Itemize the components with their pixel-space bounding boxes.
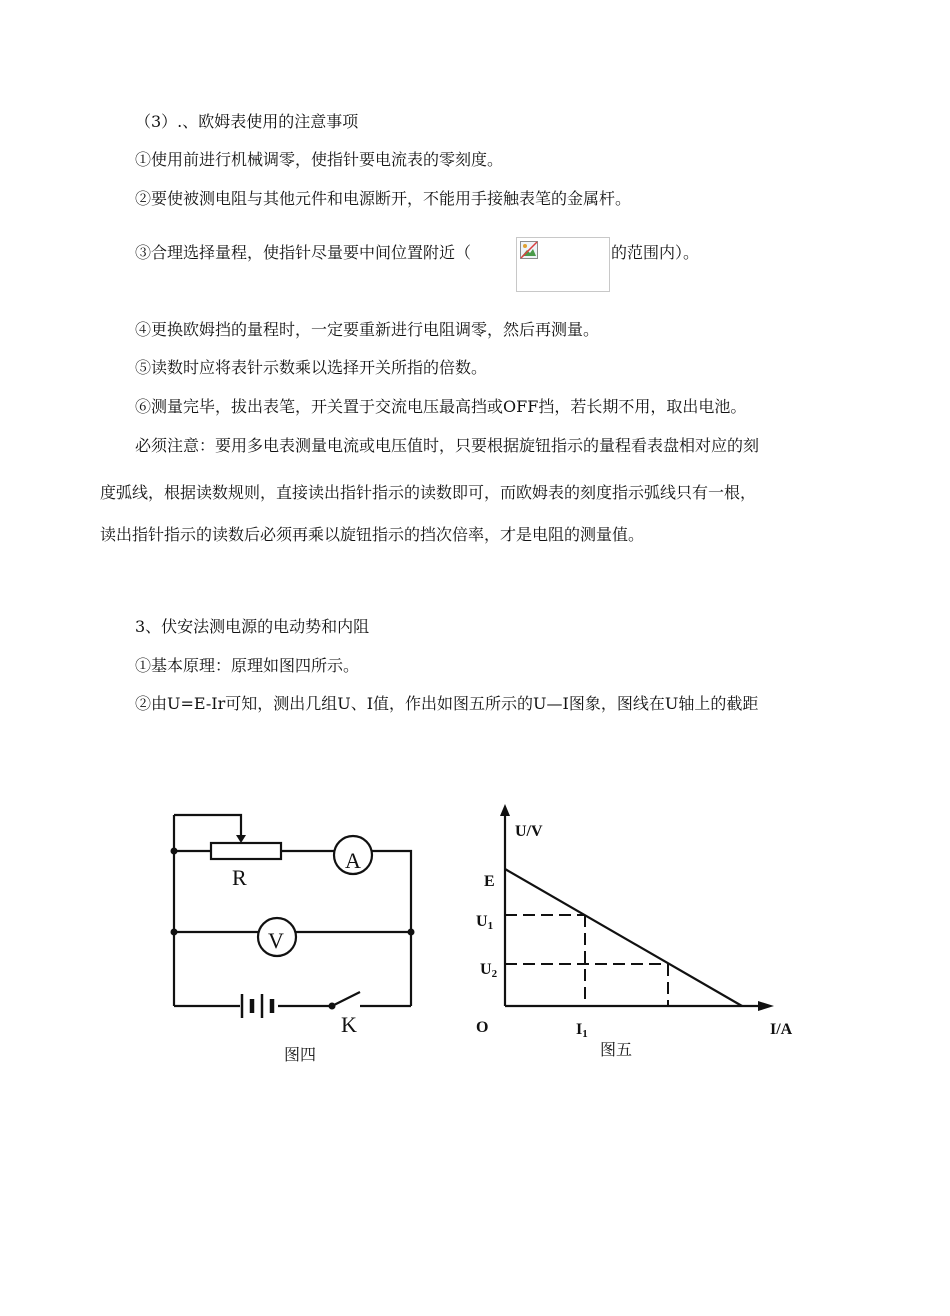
- ohm-item-4: ④更换欧姆挡的量程时，一定要重新进行电阻调零，然后再测量。: [135, 320, 600, 339]
- voltmeter-label: V: [268, 928, 284, 953]
- i1-label: I1: [576, 1021, 588, 1040]
- u2-label: U2: [480, 961, 498, 980]
- emf-item-1: ①基本原理：原理如图四所示。: [135, 656, 360, 675]
- y-axis-arrow: [500, 804, 510, 816]
- ohm-heading: （3）.、欧姆表使用的注意事项: [135, 112, 359, 131]
- broken-image-placeholder: [516, 237, 610, 292]
- x-axis-label: I/A: [770, 1021, 793, 1038]
- origin-label: O: [476, 1019, 489, 1036]
- u1-label: U1: [476, 913, 494, 932]
- battery: [242, 994, 272, 1018]
- switch-contact-dot: [329, 1003, 336, 1010]
- broken-image-icon: [520, 241, 538, 259]
- ohm-item-3-start: ③合理选择量程，使指针尽量要中间位置附近（: [135, 243, 472, 262]
- figure5-caption: 图五: [600, 1040, 633, 1059]
- junction-dot: [171, 848, 178, 855]
- figure4-caption: 图四: [284, 1045, 317, 1064]
- switch-k-blade: [332, 992, 360, 1006]
- ohm-note-line-3: 读出指针指示的读数后必须再乘以旋钮指示的挡次倍率，才是电阻的测量值。: [100, 525, 645, 544]
- junction-dot: [408, 929, 415, 936]
- ohm-item-5: ⑤读数时应将表针示数乘以选择开关所指的倍数。: [135, 358, 488, 377]
- ui-line: [505, 869, 742, 1006]
- wire-slider: [174, 815, 241, 841]
- ohm-item-1: ①使用前进行机械调零，使指针要电流表的零刻度。: [135, 150, 504, 169]
- ohm-item-3-end: 的范围内）。: [611, 243, 700, 262]
- figure5-ui-graph: [470, 800, 810, 1045]
- junction-dot: [171, 929, 178, 936]
- ammeter-label: A: [345, 848, 361, 873]
- e-label: E: [484, 873, 495, 890]
- x-axis-arrow: [758, 1001, 774, 1011]
- switch-label: K: [341, 1012, 357, 1035]
- ohm-note-line-1: 必须注意：要用多电表测量电流或电压值时，只要根据旋钮指示的量程看表盘相对应的刻: [135, 436, 760, 455]
- y-axis-label: U/V: [515, 823, 543, 840]
- ohm-item-6: ⑥测量完毕，拔出表笔，开关置于交流电压最高挡或OFF挡，若长期不用，取出电池。: [135, 397, 747, 416]
- emf-heading: 3、伏安法测电源的电动势和内阻: [135, 617, 370, 636]
- ohm-item-2: ②要使被测电阻与其他元件和电源断开，不能用手接触表笔的金属杆。: [135, 189, 632, 208]
- rheostat-r: [211, 843, 281, 859]
- resistor-label: R: [232, 865, 247, 890]
- ohm-note-line-2: 度弧线，根据读数规则，直接读出指针指示的读数即可，而欧姆表的刻度指示弧线只有一根，: [100, 483, 757, 502]
- rheostat-slider-arrow: [236, 835, 246, 843]
- emf-item-2: ②由U=E-Ir可知，测出几组U、I值，作出如图五所示的U—I图象，图线在U轴上的截距: [135, 694, 759, 713]
- wire-top-right: [372, 851, 411, 1006]
- figure4-circuit-diagram: [160, 805, 430, 1035]
